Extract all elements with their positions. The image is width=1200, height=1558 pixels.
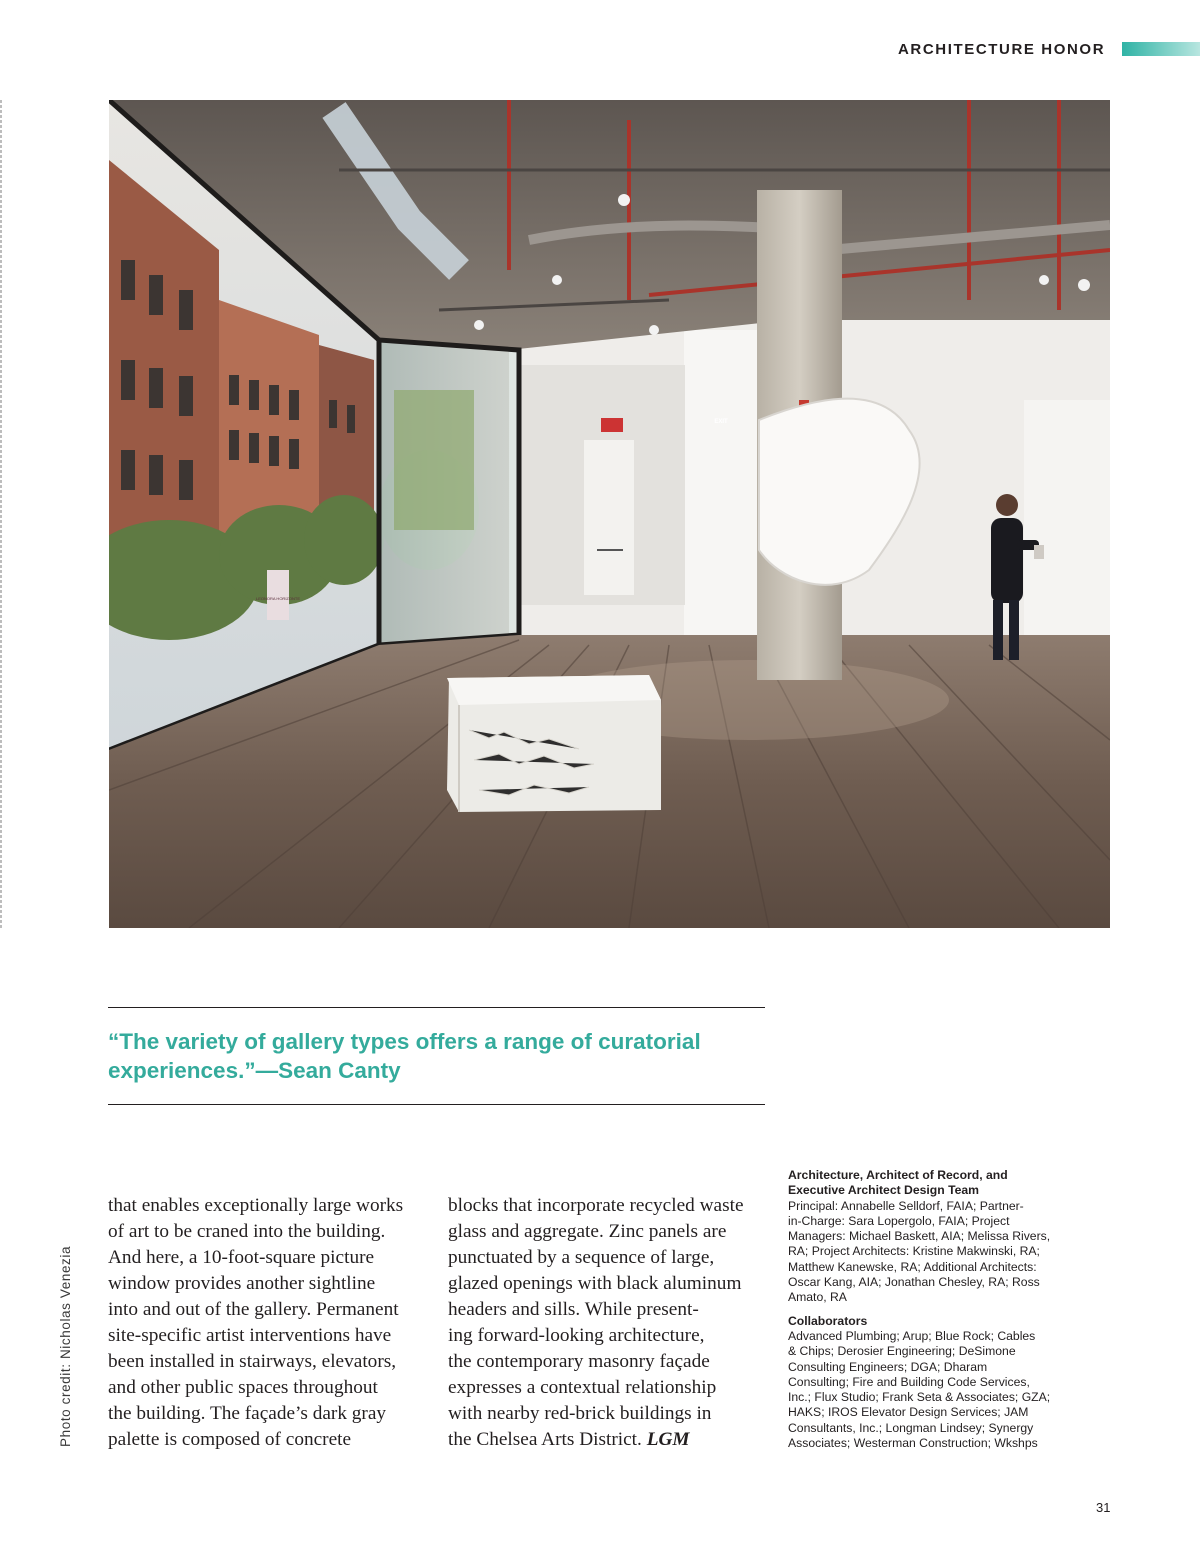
collaborators-line: Consulting; Fire and Building Code Services, xyxy=(788,1374,1030,1389)
body-line: into and out of the gallery. Permanent xyxy=(108,1299,399,1320)
body-column-1 xyxy=(108,1193,430,1453)
body-line-last xyxy=(448,1427,770,1453)
body-line: blocks that incorporate recycled waste xyxy=(448,1195,744,1216)
body-line: And here, a 10-foot-square picture xyxy=(108,1247,375,1268)
collaborators-heading: Collaborators xyxy=(788,1313,868,1328)
page-edge-marks xyxy=(0,100,2,930)
body-line: with nearby red-brick buildings in xyxy=(448,1403,712,1424)
banner-text: LEONORA HORIZONTE xyxy=(255,596,301,601)
body-line: punctuated by a sequence of large, xyxy=(448,1247,715,1268)
body-line: been installed in stairways, elevators, xyxy=(108,1351,397,1372)
section-header: ARCHITECTURE HONOR xyxy=(898,41,1106,58)
pull-quote-rule-top xyxy=(108,1007,765,1008)
collaborators-line: Consultants, Inc.; Longman Lindsey; Synergy xyxy=(788,1420,1034,1435)
collaborators-line: & Chips; Derosier Engineering; DeSimone xyxy=(788,1344,1016,1359)
body-line: the contemporary masonry façade xyxy=(448,1351,710,1372)
author-signature: LGM xyxy=(646,1429,690,1450)
credits-team-line: Managers: Michael Baskett, AIA; Melissa Rivers, xyxy=(788,1229,1051,1244)
body-line: ing forward-looking architecture, xyxy=(448,1325,705,1346)
collaborators-line: HAKS; IROS Elevator Design Services; JAM xyxy=(788,1405,1029,1420)
side-panel-wall xyxy=(1024,400,1110,640)
body-line: expresses a contextual relationship xyxy=(448,1377,717,1398)
credits-heading-line: Architecture, Architect of Record, and xyxy=(788,1168,1008,1182)
body-line: headers and sills. While present- xyxy=(448,1299,699,1320)
body-last-line-text: the Chelsea Arts District. xyxy=(448,1429,642,1450)
page-number: 31 xyxy=(1096,1500,1111,1515)
header-accent-bar xyxy=(1122,42,1200,56)
credits-team-line: Oscar Kang, AIA; Jonathan Chesley, RA; Ross xyxy=(788,1275,1040,1290)
body-line: that enables exceptionally large works xyxy=(108,1195,404,1216)
credits-team-line: Matthew Kanewske, RA; Additional Architects: xyxy=(788,1259,1037,1274)
exit-sign: EXIT xyxy=(714,419,728,425)
collaborators-line: Associates; Westerman Construction; Wkshps xyxy=(788,1436,1038,1451)
body-column-2 xyxy=(448,1193,770,1453)
pull-quote: “The variety of gallery types offers a range of curatorial experiences.”—Sean Canty xyxy=(108,1029,701,1083)
collaborators-line: Advanced Plumbing; Arup; Blue Rock; Cables xyxy=(788,1328,1036,1343)
body-line: and other public spaces throughout xyxy=(108,1377,378,1398)
street-banner xyxy=(267,570,289,620)
credits-team-line: Amato, RA xyxy=(788,1290,847,1305)
exit-sign-shape xyxy=(601,418,623,432)
credits-heading-line: Executive Architect Design Team xyxy=(788,1183,980,1198)
body-line: of art to be craned into the building. xyxy=(108,1221,386,1242)
body-line: the building. The façade’s dark gray xyxy=(108,1403,387,1424)
collaborators-line: Inc.; Flux Studio; Frank Seta & Associates; GZA; xyxy=(788,1390,1051,1405)
corridor-door xyxy=(584,440,634,595)
body-line: window provides another sightline xyxy=(108,1273,376,1294)
credits-team-line: in-Charge: Sara Lopergolo, FAIA; Project xyxy=(788,1213,1010,1228)
body-line: palette is composed of concrete xyxy=(108,1429,352,1450)
pull-quote-rule-bottom xyxy=(108,1104,765,1105)
credits-team-line: RA; Project Architects: Kristine Makwinski, RA; xyxy=(788,1244,1040,1259)
body-line: glass and aggregate. Zinc panels are xyxy=(448,1221,727,1242)
photo-credit: Photo credit: Nicholas Venezia xyxy=(58,1245,73,1447)
gallery-interior-photo xyxy=(109,100,1110,928)
body-line: glazed openings with black aluminum xyxy=(448,1273,742,1294)
collaborators-line: Consulting Engineers; DGA; Dharam xyxy=(788,1359,988,1374)
credits-team-line: Principal: Annabelle Selldorf, FAIA; Partner- xyxy=(788,1198,1024,1213)
body-line: site-specific artist interventions have xyxy=(108,1325,392,1346)
credits-sidebar xyxy=(788,1168,1100,1451)
